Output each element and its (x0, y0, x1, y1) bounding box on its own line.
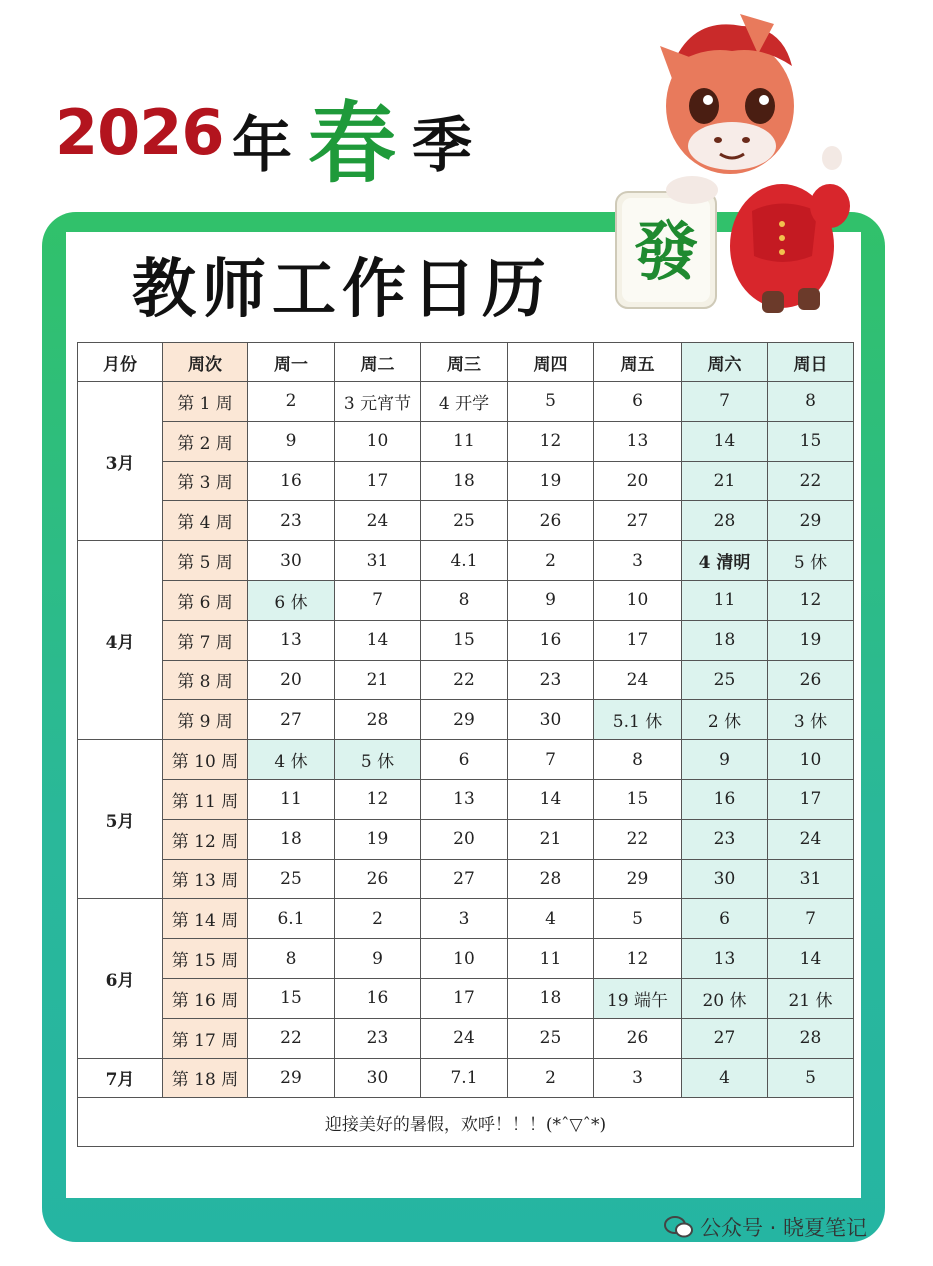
title-nian: 年 (232, 111, 292, 181)
day-cell: 26 (335, 859, 421, 899)
day-cell: 8 (594, 740, 682, 780)
day-cell: 11 (421, 421, 508, 461)
day-cell: 12 (768, 580, 854, 620)
day-cell: 21 (335, 660, 421, 700)
day-cell: 12 (594, 939, 682, 979)
week-row (78, 620, 854, 660)
week-row (78, 382, 854, 422)
week-label: 第 6 周 (163, 580, 248, 620)
day-cell: 22 (248, 1018, 335, 1058)
week-label: 第 13 周 (163, 859, 248, 899)
day-cell: 28 (335, 700, 421, 740)
day-cell: 3 元宵节 (335, 382, 421, 422)
day-cell: 29 (768, 501, 854, 541)
day-cell: 13 (682, 939, 768, 979)
day-cell: 24 (335, 501, 421, 541)
day-cell: 10 (335, 421, 421, 461)
day-cell: 12 (335, 779, 421, 819)
horse-mascot-illustration (612, 6, 862, 318)
day-cell: 3 (421, 899, 508, 939)
week-row (78, 700, 854, 740)
day-cell: 26 (508, 501, 594, 541)
week-label: 第 9 周 (163, 700, 248, 740)
header-thu: 周四 (508, 343, 594, 382)
day-cell: 28 (768, 1018, 854, 1058)
day-cell: 22 (421, 660, 508, 700)
day-cell: 22 (768, 461, 854, 501)
day-cell: 5 (508, 382, 594, 422)
day-cell: 30 (508, 700, 594, 740)
day-cell: 29 (594, 859, 682, 899)
day-cell: 14 (768, 939, 854, 979)
day-cell: 6 (421, 740, 508, 780)
day-cell: 24 (768, 819, 854, 859)
day-cell: 23 (682, 819, 768, 859)
day-cell: 20 休 (682, 978, 768, 1018)
day-cell: 9 (335, 939, 421, 979)
mahjong-tile (616, 192, 716, 308)
day-cell: 18 (421, 461, 508, 501)
week-label: 第 1 周 (163, 382, 248, 422)
day-cell: 9 (508, 580, 594, 620)
day-cell: 3 (594, 1058, 682, 1098)
wechat-icon (664, 1216, 694, 1238)
day-cell: 23 (335, 1018, 421, 1058)
day-cell: 27 (594, 501, 682, 541)
day-cell: 11 (248, 779, 335, 819)
week-label: 第 18 周 (163, 1058, 248, 1098)
day-cell: 20 (421, 819, 508, 859)
header-month: 月份 (78, 343, 163, 382)
day-cell: 28 (508, 859, 594, 899)
day-cell: 10 (421, 939, 508, 979)
week-label: 第 10 周 (163, 740, 248, 780)
week-row (78, 580, 854, 620)
month-label: 6月 (78, 899, 163, 1058)
day-cell: 29 (421, 700, 508, 740)
day-cell: 12 (508, 421, 594, 461)
day-cell: 30 (248, 541, 335, 581)
day-cell: 13 (248, 620, 335, 660)
week-row (78, 978, 854, 1018)
day-cell: 4 清明 (682, 541, 768, 581)
week-label: 第 8 周 (163, 660, 248, 700)
day-cell: 7 (768, 899, 854, 939)
day-cell: 7 (682, 382, 768, 422)
day-cell: 2 (508, 1058, 594, 1098)
day-cell: 23 (508, 660, 594, 700)
day-cell: 9 (682, 740, 768, 780)
day-cell: 4 休 (248, 740, 335, 780)
week-row (78, 660, 854, 700)
day-cell: 5 休 (768, 541, 854, 581)
day-cell: 2 (508, 541, 594, 581)
day-cell: 4.1 (421, 541, 508, 581)
header-wed: 周三 (421, 343, 508, 382)
title-ji: 季 (412, 111, 472, 181)
day-cell: 21 休 (768, 978, 854, 1018)
day-cell: 31 (768, 859, 854, 899)
week-row (78, 1058, 854, 1098)
header-week: 周次 (163, 343, 248, 382)
month-label: 7月 (78, 1058, 163, 1098)
day-cell: 8 (248, 939, 335, 979)
tile-character: 發 (634, 216, 698, 290)
day-cell: 22 (594, 819, 682, 859)
day-cell: 6 (594, 382, 682, 422)
day-cell: 25 (682, 660, 768, 700)
day-cell: 26 (768, 660, 854, 700)
header-fri: 周五 (594, 343, 682, 382)
day-cell: 10 (768, 740, 854, 780)
day-cell: 25 (508, 1018, 594, 1058)
day-cell: 2 (335, 899, 421, 939)
day-cell: 11 (508, 939, 594, 979)
week-row (78, 740, 854, 780)
day-cell: 3 (594, 541, 682, 581)
footer-message: 迎接美好的暑假，欢呼！！！(*ˆ▽ˆ*) (78, 1098, 854, 1147)
header-sun: 周日 (768, 343, 854, 382)
week-label: 第 5 周 (163, 541, 248, 581)
day-cell: 8 (421, 580, 508, 620)
day-cell: 5.1 休 (594, 700, 682, 740)
day-cell: 19 端午 (594, 978, 682, 1018)
day-cell: 15 (594, 779, 682, 819)
header-tue: 周二 (335, 343, 421, 382)
day-cell: 13 (421, 779, 508, 819)
day-cell: 21 (682, 461, 768, 501)
week-row (78, 779, 854, 819)
day-cell: 17 (421, 978, 508, 1018)
week-label: 第 16 周 (163, 978, 248, 1018)
day-cell: 27 (248, 700, 335, 740)
header-sat: 周六 (682, 343, 768, 382)
day-cell: 16 (508, 620, 594, 660)
page-subtitle: 教师工作日历 (132, 253, 552, 327)
day-cell: 14 (682, 421, 768, 461)
watermark-text: 公众号 · 晓夏笔记 (700, 1216, 868, 1240)
header-row (78, 343, 854, 382)
day-cell: 4 开学 (421, 382, 508, 422)
day-cell: 5 (768, 1058, 854, 1098)
day-cell: 6 休 (248, 580, 335, 620)
week-label: 第 12 周 (163, 819, 248, 859)
day-cell: 14 (335, 620, 421, 660)
day-cell: 21 (508, 819, 594, 859)
calendar-table (77, 342, 854, 1147)
title-year: 2026 (55, 96, 224, 169)
day-cell: 16 (335, 978, 421, 1018)
week-label: 第 14 周 (163, 899, 248, 939)
day-cell: 26 (594, 1018, 682, 1058)
month-label: 5月 (78, 740, 163, 899)
day-cell: 28 (682, 501, 768, 541)
day-cell: 20 (248, 660, 335, 700)
watermark (664, 1212, 867, 1242)
week-row (78, 501, 854, 541)
day-cell: 5 休 (335, 740, 421, 780)
day-cell: 30 (682, 859, 768, 899)
title-chun: 春 (308, 92, 397, 195)
day-cell: 8 (768, 382, 854, 422)
week-row (78, 859, 854, 899)
week-label: 第 3 周 (163, 461, 248, 501)
day-cell: 18 (682, 620, 768, 660)
week-row (78, 939, 854, 979)
week-row (78, 819, 854, 859)
week-label: 第 2 周 (163, 421, 248, 461)
week-label: 第 11 周 (163, 779, 248, 819)
day-cell: 18 (508, 978, 594, 1018)
day-cell: 5 (594, 899, 682, 939)
day-cell: 11 (682, 580, 768, 620)
day-cell: 23 (248, 501, 335, 541)
week-row (78, 899, 854, 939)
day-cell: 25 (421, 501, 508, 541)
week-label: 第 7 周 (163, 620, 248, 660)
week-row (78, 1018, 854, 1058)
day-cell: 2 休 (682, 700, 768, 740)
day-cell: 17 (768, 779, 854, 819)
month-label: 3月 (78, 382, 163, 541)
day-cell: 25 (248, 859, 335, 899)
day-cell: 19 (508, 461, 594, 501)
day-cell: 3 休 (768, 700, 854, 740)
day-cell: 30 (335, 1058, 421, 1098)
week-row (78, 461, 854, 501)
day-cell: 2 (248, 382, 335, 422)
day-cell: 16 (248, 461, 335, 501)
day-cell: 13 (594, 421, 682, 461)
day-cell: 15 (421, 620, 508, 660)
day-cell: 18 (248, 819, 335, 859)
day-cell: 6 (682, 899, 768, 939)
day-cell: 29 (248, 1058, 335, 1098)
day-cell: 27 (682, 1018, 768, 1058)
day-cell: 10 (594, 580, 682, 620)
day-cell: 7.1 (421, 1058, 508, 1098)
day-cell: 4 (682, 1058, 768, 1098)
day-cell: 7 (335, 580, 421, 620)
day-cell: 15 (768, 421, 854, 461)
day-cell: 31 (335, 541, 421, 581)
header-mon: 周一 (248, 343, 335, 382)
day-cell: 9 (248, 421, 335, 461)
day-cell: 7 (508, 740, 594, 780)
day-cell: 27 (421, 859, 508, 899)
week-label: 第 15 周 (163, 939, 248, 979)
day-cell: 20 (594, 461, 682, 501)
day-cell: 19 (768, 620, 854, 660)
day-cell: 15 (248, 978, 335, 1018)
day-cell: 24 (594, 660, 682, 700)
day-cell: 6.1 (248, 899, 335, 939)
week-label: 第 17 周 (163, 1018, 248, 1058)
day-cell: 17 (594, 620, 682, 660)
week-row (78, 541, 854, 581)
footer-row (78, 1098, 854, 1147)
day-cell: 16 (682, 779, 768, 819)
week-row (78, 421, 854, 461)
week-label: 第 4 周 (163, 501, 248, 541)
day-cell: 17 (335, 461, 421, 501)
month-label: 4月 (78, 541, 163, 740)
day-cell: 4 (508, 899, 594, 939)
day-cell: 24 (421, 1018, 508, 1058)
day-cell: 14 (508, 779, 594, 819)
day-cell: 19 (335, 819, 421, 859)
